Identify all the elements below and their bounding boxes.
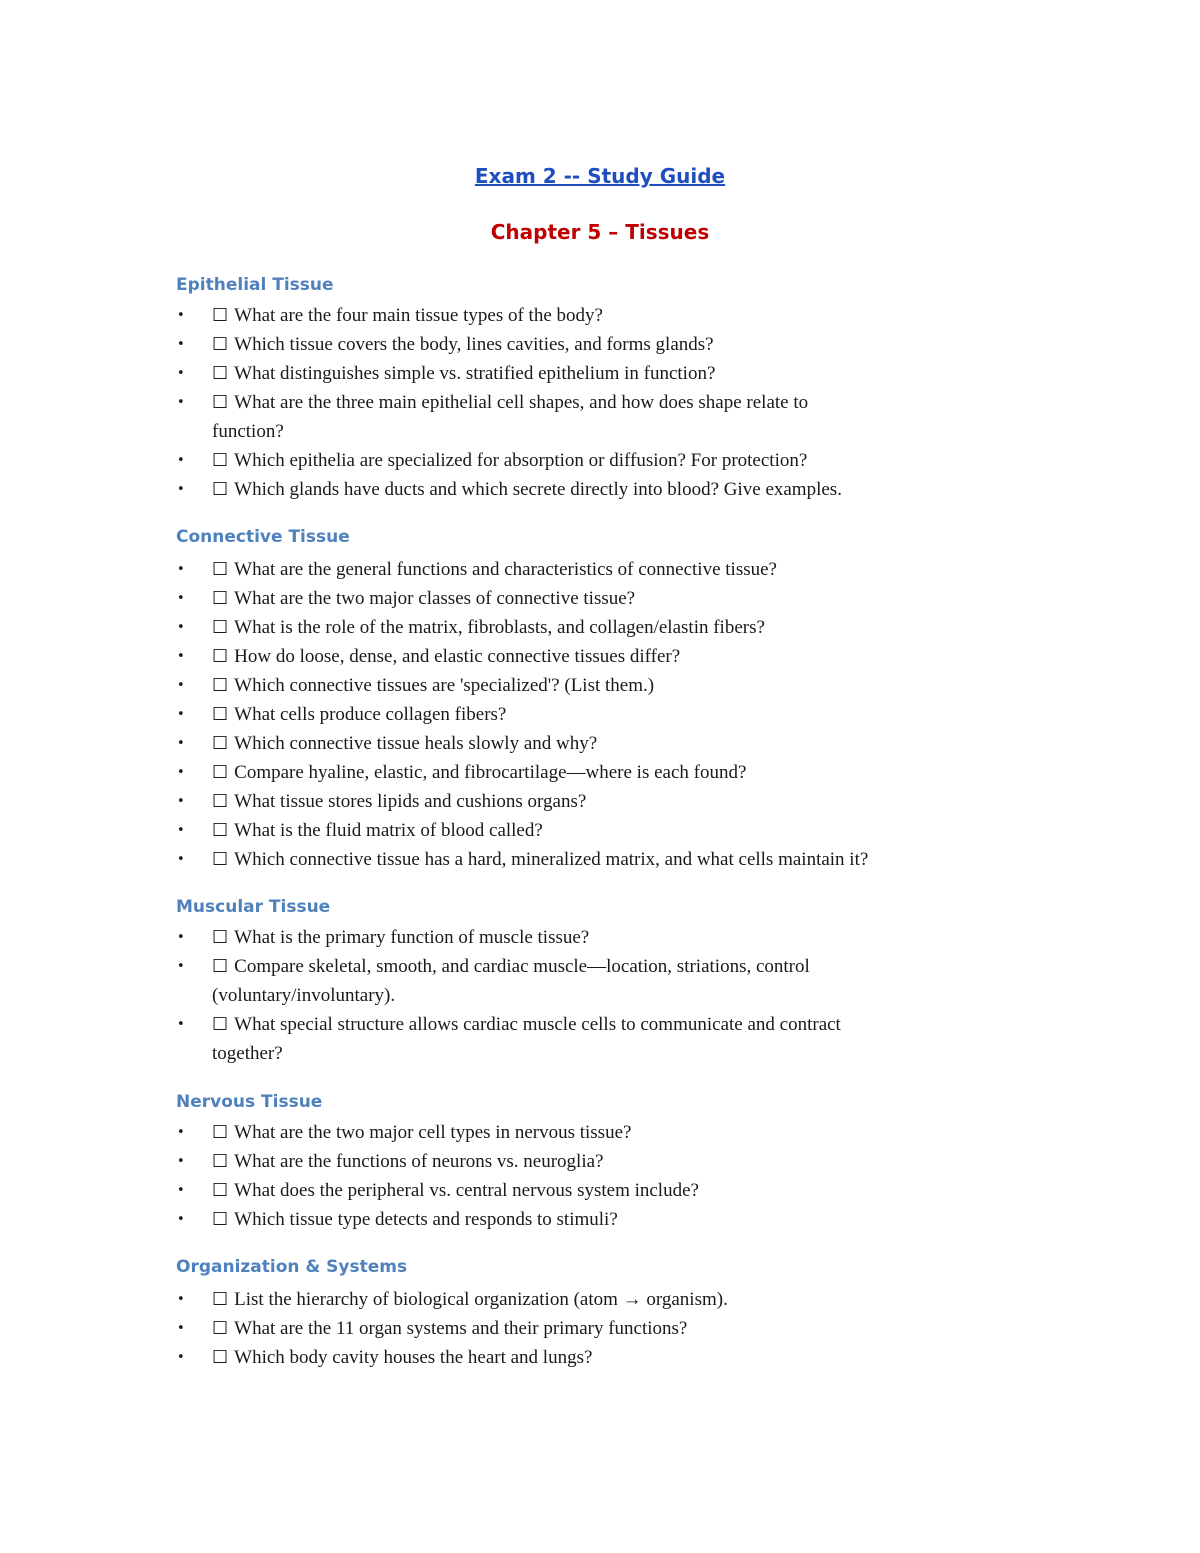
bullet-icon: •: [177, 649, 185, 664]
question-text: What are the functions of neurons vs. neuroglia?: [234, 1151, 604, 1172]
bullet-icon: •: [177, 852, 185, 867]
bullet-icon: •: [177, 482, 185, 497]
question-list-organization: [176, 1285, 1036, 1372]
checkbox-icon[interactable]: ☐: [212, 646, 229, 667]
question-item: [176, 758, 1036, 787]
bullet-icon: •: [177, 1154, 185, 1169]
checkbox-icon[interactable]: ☐: [212, 956, 229, 977]
checkbox-icon[interactable]: ☐: [212, 479, 229, 500]
question-list-muscular: [176, 923, 1036, 1068]
checkbox-icon[interactable]: ☐: [212, 1347, 229, 1368]
document-title: Exam 2 -- Study Guide: [474, 164, 726, 188]
question-text: How do loose, dense, and elastic connective tissues differ?: [234, 646, 681, 667]
checkbox-icon[interactable]: ☐: [212, 1122, 229, 1143]
question-item: [176, 952, 1036, 1010]
question-item: [176, 1314, 1036, 1343]
question-item: [176, 359, 1036, 388]
checkbox-icon[interactable]: ☐: [212, 305, 229, 326]
question-text-continuation: function?: [212, 421, 284, 442]
question-text: What is the primary function of muscle tissue?: [234, 927, 590, 948]
checkbox-icon[interactable]: ☐: [212, 617, 229, 638]
bullet-icon: •: [177, 959, 185, 974]
question-item: [176, 446, 1036, 475]
question-item: [176, 1147, 1036, 1176]
question-list-connective: [176, 555, 1036, 874]
question-list-epithelial: [176, 301, 1036, 504]
question-list-nervous: [176, 1118, 1036, 1234]
checkbox-icon[interactable]: ☐: [212, 334, 229, 355]
question-text-continuation: (voluntary/involuntary).: [212, 985, 396, 1006]
question-item: [176, 700, 1036, 729]
checkbox-icon[interactable]: ☐: [212, 1151, 229, 1172]
question-item: [176, 671, 1036, 700]
question-text: What are the three main epithelial cell shapes, and how does shape relate to: [234, 392, 809, 413]
question-text: What is the fluid matrix of blood called?: [234, 820, 543, 841]
question-item: [176, 845, 1036, 874]
question-item: [176, 1343, 1036, 1372]
question-text: What are the two major cell types in nervous tissue?: [234, 1122, 632, 1143]
section-heading-nervous: Nervous Tissue: [176, 1092, 323, 1112]
checkbox-icon[interactable]: ☐: [212, 559, 229, 580]
question-item: [176, 301, 1036, 330]
bullet-icon: •: [177, 1183, 185, 1198]
checkbox-icon[interactable]: ☐: [212, 675, 229, 696]
question-item: [176, 787, 1036, 816]
question-text: What are the four main tissue types of the body?: [234, 305, 603, 326]
question-item: [176, 642, 1036, 671]
checkbox-icon[interactable]: ☐: [212, 588, 229, 609]
question-text: What does the peripheral vs. central nervous system include?: [234, 1180, 699, 1201]
question-item: [176, 923, 1036, 952]
question-item: [176, 555, 1036, 584]
question-text: Compare skeletal, smooth, and cardiac muscle—location, striations, control: [234, 956, 810, 977]
bullet-icon: •: [177, 678, 185, 693]
checkbox-icon[interactable]: ☐: [212, 363, 229, 384]
bullet-icon: •: [177, 337, 185, 352]
bullet-icon: •: [177, 736, 185, 751]
question-text: List the hierarchy of biological organization (atom → organism).: [234, 1289, 728, 1310]
bullet-icon: •: [177, 1212, 185, 1227]
question-text: What are the 11 organ systems and their primary functions?: [234, 1318, 688, 1339]
question-item: [176, 729, 1036, 758]
checkbox-icon[interactable]: ☐: [212, 704, 229, 725]
bullet-icon: •: [177, 366, 185, 381]
bullet-icon: •: [177, 562, 185, 577]
checkbox-icon[interactable]: ☐: [212, 733, 229, 754]
bullet-icon: •: [177, 591, 185, 606]
bullet-icon: •: [177, 765, 185, 780]
question-text: Which connective tissue has a hard, mineralized matrix, and what cells maintain it?: [234, 849, 869, 870]
bullet-icon: •: [177, 1017, 185, 1032]
checkbox-icon[interactable]: ☐: [212, 1014, 229, 1035]
question-text: Which epithelia are specialized for absorption or diffusion? For protection?: [234, 450, 808, 471]
question-text: Which tissue covers the body, lines cavities, and forms glands?: [234, 334, 714, 355]
question-text: What cells produce collagen fibers?: [234, 704, 507, 725]
checkbox-icon[interactable]: ☐: [212, 1318, 229, 1339]
bullet-icon: •: [177, 707, 185, 722]
checkbox-icon[interactable]: ☐: [212, 450, 229, 471]
question-text: Which body cavity houses the heart and lungs?: [234, 1347, 593, 1368]
question-text: Which connective tissue heals slowly and why?: [234, 733, 598, 754]
section-heading-connective: Connective Tissue: [176, 527, 350, 547]
bullet-icon: •: [177, 1350, 185, 1365]
question-text: What distinguishes simple vs. stratified epithelium in function?: [234, 363, 716, 384]
bullet-icon: •: [177, 308, 185, 323]
bullet-icon: •: [177, 453, 185, 468]
question-item: [176, 1285, 1036, 1314]
bullet-icon: •: [177, 794, 185, 809]
question-item: [176, 584, 1036, 613]
question-text: Which glands have ducts and which secrete directly into blood? Give examples.: [234, 479, 842, 500]
question-text: What is the role of the matrix, fibroblasts, and collagen/elastin fibers?: [234, 617, 765, 638]
question-item: [176, 1118, 1036, 1147]
question-item: [176, 1010, 1036, 1068]
question-text: What are the general functions and characteristics of connective tissue?: [234, 559, 777, 580]
question-item: [176, 1176, 1036, 1205]
question-text: Compare hyaline, elastic, and fibrocartilage—where is each found?: [234, 762, 747, 783]
question-item: [176, 330, 1036, 359]
checkbox-icon[interactable]: ☐: [212, 927, 229, 948]
checkbox-icon[interactable]: ☐: [212, 849, 229, 870]
question-item: [176, 1205, 1036, 1234]
checkbox-icon[interactable]: ☐: [212, 392, 229, 413]
question-item: [176, 388, 1036, 446]
section-heading-organization: Organization & Systems: [176, 1257, 408, 1277]
question-item: [176, 816, 1036, 845]
bullet-icon: •: [177, 930, 185, 945]
bullet-icon: •: [177, 620, 185, 635]
bullet-icon: •: [177, 1321, 185, 1336]
checkbox-icon[interactable]: ☐: [212, 1209, 229, 1230]
checkbox-icon[interactable]: ☐: [212, 762, 229, 783]
bullet-icon: •: [177, 823, 185, 838]
section-heading-muscular: Muscular Tissue: [176, 897, 331, 917]
question-item: [176, 475, 1036, 504]
question-text: Which tissue type detects and responds to stimuli?: [234, 1209, 618, 1230]
checkbox-icon[interactable]: ☐: [212, 820, 229, 841]
bullet-icon: •: [177, 395, 185, 410]
question-text: What are the two major classes of connective tissue?: [234, 588, 636, 609]
checkbox-icon[interactable]: ☐: [212, 1289, 229, 1310]
question-text: What special structure allows cardiac muscle cells to communicate and contract: [234, 1014, 841, 1035]
section-heading-epithelial: Epithelial Tissue: [176, 275, 334, 295]
question-text-continuation: together?: [212, 1043, 283, 1064]
chapter-title: Chapter 5 – Tissues: [490, 220, 710, 244]
question-text: Which connective tissues are 'specialized'? (List them.): [234, 675, 655, 696]
bullet-icon: •: [177, 1292, 185, 1307]
question-item: [176, 613, 1036, 642]
checkbox-icon[interactable]: ☐: [212, 1180, 229, 1201]
question-text: What tissue stores lipids and cushions organs?: [234, 791, 587, 812]
bullet-icon: •: [177, 1125, 185, 1140]
checkbox-icon[interactable]: ☐: [212, 791, 229, 812]
